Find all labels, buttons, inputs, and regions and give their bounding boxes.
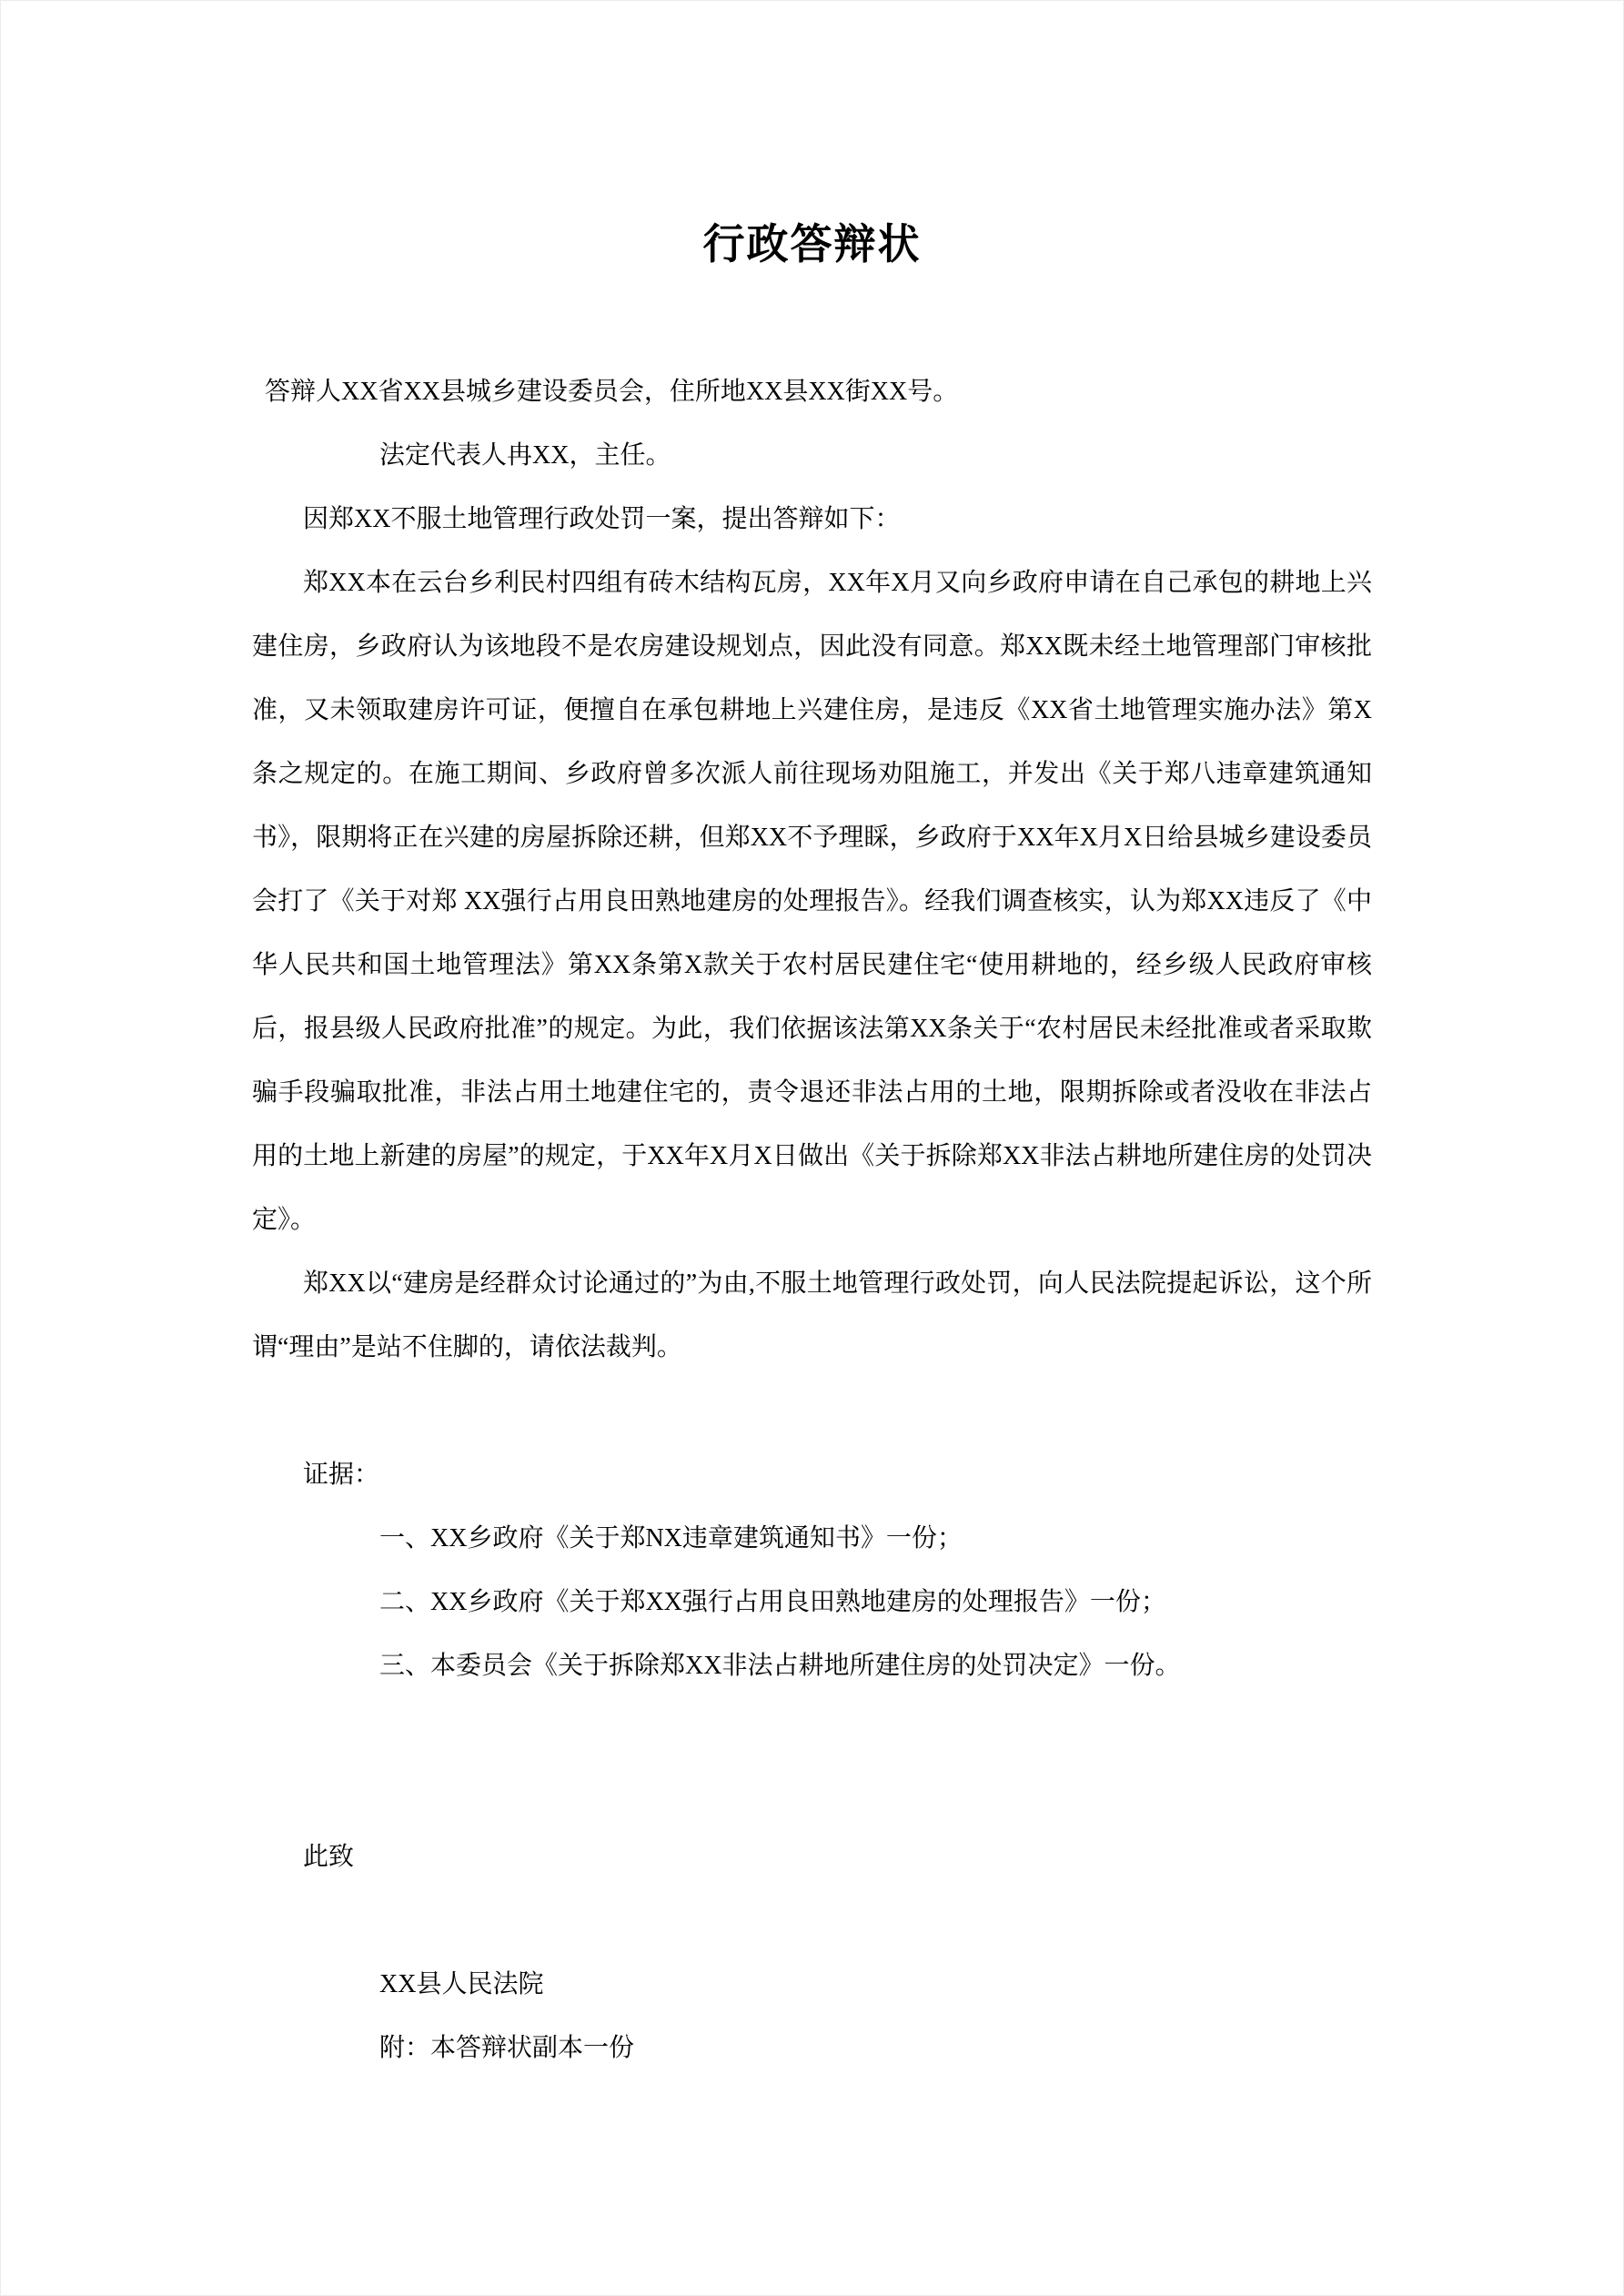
body-paragraph-1: 郑XX本在云台乡利民村四组有砖木结构瓦房，XX年X月又向乡政府申请在自己承包的耕地上兴建住房，乡政府认为该地段不是农房建设规划点，因此没有同意。郑XX既未经土地管理部门审核批准，又未领取建房许可证，便擅自在承包耕地上兴建住房，是违反《XX省土地管理实施办法》第X条之规定的。在施工期间、乡政府曾多次派人前往现场劝阻施工，并发出《关于郑八违章建筑通知书》，限期将正在兴建的房屋拆除还耕，但郑XX不予理睬，乡政府于XX年X月X日给县城乡建设委员会打了《关于对郑 XX强行占用良田熟地建房的处理报告》。经我们调查核实，认为郑XX违反了《中华人民共和国土地管理法》第XX条第X款关于农村居民建住宅“使用耕地的，经乡级人民政府审核后，报县级人民政府批准”的规定。为此，我们依据该法第XX条关于“农村居民未经批准或者采取欺骗手段骗取批准，非法占用土地建住宅的，责令退还非法占用的土地，限期拆除或者没收在非法占用的土地上新建的房屋”的规定，于XX年X月X日做出《关于拆除郑XX非法占耕地所建住房的处罚决定》。 (252, 569, 1372, 1235)
evidence-item-2: 二、XX乡政府《关于郑XX强行占用良田熟地建房的处理报告》一份； (379, 1588, 1166, 1617)
case-intro-line: 因郑XX不服土地管理行政处罚一案，提出答辩如下： (303, 505, 901, 534)
body-paragraph-2: 郑XX以“建房是经群众讨论通过的”为由,不服土地管理行政处罚，向人民法院提起诉讼，这个所谓“理由”是站不住脚的，请依法裁判。 (252, 1269, 1372, 1362)
attachment-line: 附：本答辩状副本一份 (379, 2034, 635, 2063)
evidence-item-1: 一、XX乡政府《关于郑NX违章建筑通知书》一份； (379, 1524, 963, 1553)
evidence-heading: 证据： (303, 1461, 380, 1490)
salute-line: 此致 (303, 1843, 355, 1872)
court-line: XX县人民法院 (379, 1970, 544, 1999)
document-title: 行政答辩状 (702, 221, 922, 268)
legal-representative-line: 法定代表人冉XX，主任。 (379, 441, 671, 470)
evidence-item-3: 三、本委员会《关于拆除郑XX非法占耕地所建住房的处罚决定》一份。 (379, 1652, 1181, 1681)
respondent-line: 答辩人XX省XX县城乡建设委员会，住所地XX县XX街XX号。 (265, 378, 959, 407)
